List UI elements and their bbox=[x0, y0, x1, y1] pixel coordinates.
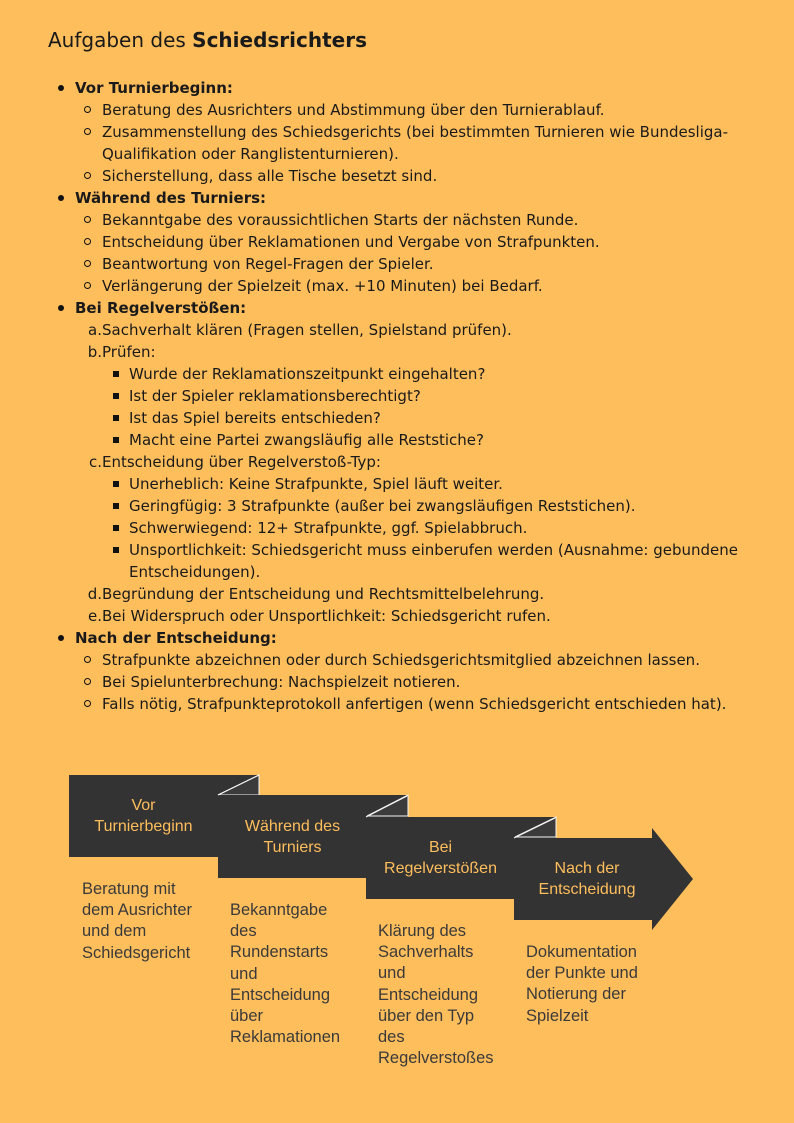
sub-item: Ist der Spieler reklamationsberechtigt? bbox=[102, 385, 748, 407]
desc-line: Sachverhalts bbox=[378, 943, 474, 962]
label-line: Turnierbeginn bbox=[94, 818, 193, 835]
desc-line: und bbox=[378, 964, 406, 983]
sub-item: Schwerwiegend: 12+ Strafpunkte, ggf. Spielabbruch. bbox=[102, 517, 748, 539]
desc-line: über bbox=[230, 1007, 264, 1026]
stage-4-label bbox=[514, 858, 660, 900]
section-heading: Bei Regelverstößen: bbox=[75, 299, 247, 317]
step-text: Sachverhalt klären (Fragen stellen, Spielstand prüfen). bbox=[102, 321, 512, 339]
label-line: Regelverstößen bbox=[384, 860, 497, 877]
desc-line: Notierung der bbox=[526, 985, 626, 1004]
stage-4-description bbox=[526, 942, 638, 1027]
list-item: Sicherstellung, dass alle Tische besetzt sind. bbox=[75, 165, 748, 187]
desc-line: Schiedsgericht bbox=[82, 943, 191, 962]
desc-line: Reklamationen bbox=[230, 1028, 341, 1047]
stage-3-label bbox=[366, 837, 515, 879]
desc-line: Spielzeit bbox=[526, 1006, 589, 1025]
label-line: Entscheidung bbox=[538, 881, 636, 898]
step-text: Prüfen: bbox=[102, 343, 156, 361]
sub-item: Unerheblich: Keine Strafpunkte, Spiel läuft weiter. bbox=[102, 473, 748, 495]
sub-item: Ist das Spiel bereits entschieden? bbox=[102, 407, 748, 429]
list-item: Zusammenstellung des Schiedsgerichts (bei bestimmten Turnieren wie Bundesliga-Qualifikation oder Ranglistenturnieren). bbox=[75, 121, 748, 165]
step-marker: a. bbox=[88, 321, 102, 339]
section-heading: Während des Turniers: bbox=[75, 189, 267, 207]
label-line: Bei bbox=[428, 839, 453, 856]
desc-line: Rundenstarts bbox=[230, 943, 329, 962]
step-marker: b. bbox=[87, 343, 102, 361]
list-item: Falls nötig, Strafpunkteprotokoll anfertigen (wenn Schiedsgericht entschieden hat). bbox=[75, 693, 748, 715]
sub-item: Macht eine Partei zwangsläufig alle Reststiche? bbox=[102, 429, 748, 451]
stage-2-label bbox=[218, 816, 367, 858]
desc-line: Entscheidung bbox=[230, 985, 330, 1004]
desc-line: Entscheidung bbox=[378, 985, 478, 1004]
section-heading: Vor Turnierbeginn: bbox=[75, 79, 233, 97]
step-marker: c. bbox=[88, 453, 102, 471]
stage-2-description bbox=[230, 900, 340, 1048]
desc-line: und dem bbox=[82, 922, 147, 941]
list-item: Bei Spielunterbrechung: Nachspielzeit notieren. bbox=[75, 671, 748, 693]
sub-item: Geringfügig: 3 Strafpunkte (außer bei zwangsläufigen Reststichen). bbox=[102, 495, 748, 517]
step-marker: e. bbox=[88, 607, 102, 625]
desc-line: Bekanntgabe bbox=[230, 901, 328, 919]
desc-line: dem Ausrichter bbox=[82, 901, 193, 920]
stage-3-description bbox=[378, 921, 494, 1069]
desc-line: und bbox=[230, 964, 258, 983]
label-line: Nach der bbox=[554, 860, 620, 877]
step-marker: d. bbox=[87, 585, 102, 603]
step-text: Begründung der Entscheidung und Rechtsmittelbelehrung. bbox=[102, 585, 545, 603]
label-line: Turniers bbox=[263, 839, 322, 856]
sub-item: Unsportlichkeit: Schiedsgericht muss einberufen werden (Ausnahme: gebundene Entscheidungen). bbox=[102, 539, 748, 583]
desc-line: des bbox=[230, 922, 257, 941]
list-item: Beantwortung von Regel-Fragen der Spieler. bbox=[75, 253, 748, 275]
stage-1-label bbox=[69, 795, 218, 837]
label-line: Vor bbox=[131, 797, 156, 814]
desc-line: der Punkte und bbox=[526, 964, 638, 983]
desc-line: Regelverstoßes bbox=[378, 1049, 494, 1068]
list-item: Entscheidung über Reklamationen und Vergabe von Strafpunkten. bbox=[75, 231, 748, 253]
section-heading: Nach der Entscheidung: bbox=[75, 629, 277, 647]
sub-item: Wurde der Reklamationszeitpunkt eingehalten? bbox=[102, 363, 748, 385]
list-item: Strafpunkte abzeichnen oder durch Schiedsgerichtsmitglied abzeichnen lassen. bbox=[75, 649, 748, 671]
desc-line: Dokumentation bbox=[526, 943, 637, 961]
desc-line: über den Typ bbox=[378, 1006, 475, 1025]
stage-1-description bbox=[82, 879, 192, 964]
list-item: Beratung des Ausrichters und Abstimmung über den Turnierablauf. bbox=[75, 99, 748, 121]
list-item: Bekanntgabe des voraussichtlichen Starts der nächsten Runde. bbox=[75, 209, 748, 231]
desc-line: des bbox=[378, 1028, 405, 1047]
title-prefix: Aufgaben des bbox=[48, 28, 186, 52]
desc-line: Beratung mit bbox=[82, 880, 176, 898]
step-text: Bei Widerspruch oder Unsportlichkeit: Schiedsgericht rufen. bbox=[102, 607, 551, 625]
label-line: Während des bbox=[244, 818, 341, 835]
title-bold: Schiedsrichters bbox=[192, 28, 368, 52]
step-text: Entscheidung über Regelverstoß-Typ: bbox=[102, 453, 381, 471]
list-item: Verlängerung der Spielzeit (max. +10 Minuten) bei Bedarf. bbox=[75, 275, 748, 297]
desc-line: Klärung des bbox=[378, 922, 467, 940]
